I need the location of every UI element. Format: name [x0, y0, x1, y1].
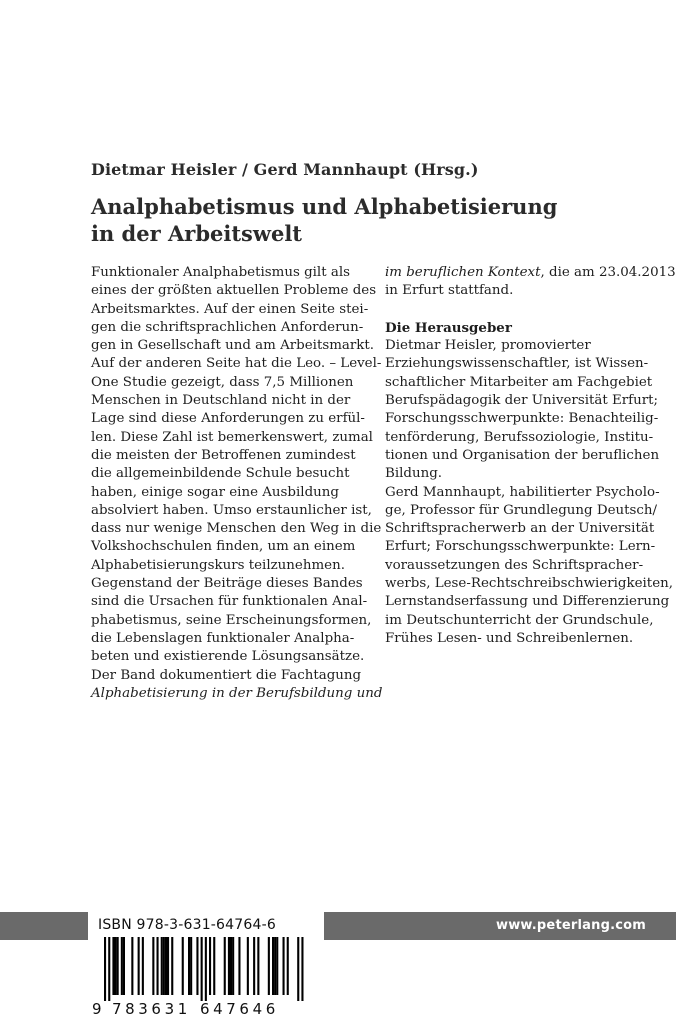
barcode-bar	[247, 937, 249, 995]
barcode-bar	[171, 937, 173, 995]
blurb-line: die Lebenslagen funktionaler Analpha-	[91, 630, 355, 646]
blurb-line: Auf der anderen Seite hat die Leo. – Level-	[91, 356, 382, 372]
barcode-bar	[287, 937, 289, 995]
barcode-bar	[283, 937, 285, 995]
isbn-number: ISBN 978-3-631-64764-6	[98, 917, 276, 933]
blurb-line: die meisten der Betroffenen zumindest	[91, 447, 356, 463]
barcode-bar	[157, 937, 159, 995]
ean-first-digit: 9	[92, 1000, 106, 1018]
barcode-bar	[123, 937, 125, 995]
editor-bio-line: tenförderung, Berufssoziologie, Institu-	[385, 429, 654, 445]
editor-bio-line: Frühes Lesen- und Schreibenlernen.	[385, 630, 634, 646]
barcode-bar	[104, 937, 106, 1001]
blurb-italic-line: Alphabetisierung in der Berufsbildung und	[91, 685, 383, 701]
conference-date: , die am 23.04.2013	[540, 265, 676, 280]
blurb-line: Gegenstand der Beiträge dieses Bandes	[91, 576, 363, 592]
barcode-bar	[257, 937, 259, 995]
barcode-bar	[272, 937, 274, 995]
editor-bio-line: Berufspädagogik der Universität Erfurt;	[385, 393, 659, 409]
editors-heading: Die Herausgeber	[385, 319, 512, 336]
barcode-bar	[297, 937, 299, 1001]
publisher-website: www.peterlang.com	[495, 918, 646, 933]
barcode-bar	[188, 937, 190, 995]
blurb-continuation	[385, 264, 675, 282]
barcode-bar	[163, 937, 165, 995]
blurb-line: Der Band dokumentiert die Fachtagung	[91, 667, 362, 683]
barcode-bar	[182, 937, 184, 995]
blurb-line: Lage sind diese Anforderungen zu erfül-	[91, 411, 365, 427]
blurb-line: gen in Gesellschaft und am Arbeitsmarkt.	[91, 338, 375, 354]
barcode-bar	[224, 937, 226, 995]
barcode-bar	[108, 937, 110, 1001]
barcode-bar	[167, 937, 169, 995]
book-title-line: in der Arbeitswelt	[91, 221, 302, 246]
barcode-bar	[115, 937, 117, 995]
blurb-line: die allgemeinbildende Schule besucht	[91, 466, 350, 482]
conference-title-end: im beruflichen Kontext	[385, 265, 541, 280]
book-authors: Dietmar Heisler / Gerd Mannhaupt (Hrsg.)	[91, 160, 479, 179]
barcode-bar	[138, 937, 140, 995]
editor-bio-line: Forschungsschwerpunkte: Benachteilig-	[385, 411, 659, 427]
book-title	[91, 193, 611, 247]
barcode-bar	[117, 937, 119, 995]
blurb-line: phabetismus, seine Erscheinungsformen,	[91, 612, 372, 628]
barcode-bar	[209, 937, 211, 995]
barcode-bar	[230, 937, 232, 995]
barcode-bar	[301, 937, 303, 1001]
blurb-line: len. Diese Zahl ist bemerkenswert, zumal	[91, 429, 373, 445]
blurb-line: Menschen in Deutschland nicht in der	[91, 393, 351, 409]
editor-bio-line: im Deutschunterricht der Grundschule,	[385, 612, 654, 628]
blurb-line: absolviert haben. Umso erstaunlicher ist,	[91, 502, 372, 518]
blurb-line: Funktionaler Analphabetismus gilt als	[91, 265, 350, 280]
barcode-bar	[190, 937, 192, 995]
editor-bio-line: Erfurt; Forschungsschwerpunkte: Lern-	[385, 539, 656, 555]
blurb-line: sind die Ursachen für funktionalen Anal-	[91, 594, 368, 610]
barcode-bar	[232, 937, 234, 995]
editor-bio-line: Bildung.	[385, 466, 443, 482]
barcode-bar	[253, 937, 255, 995]
blurb-column	[91, 264, 391, 703]
barcode-bar	[121, 937, 123, 995]
barcode-bar	[213, 937, 215, 995]
editor-bio-line: ge, Professor für Grundlegung Deutsch/	[385, 502, 658, 518]
editor-bio-line: Lernstandserfassung und Differenzierung	[385, 594, 670, 610]
editor-bio-line: Dietmar Heisler, promovierter	[385, 338, 591, 354]
blurb-line: Arbeitsmarktes. Auf der einen Seite stei-	[91, 301, 369, 317]
barcode-bar	[165, 937, 167, 995]
blurb-line: dass nur wenige Menschen den Weg in die	[91, 521, 382, 537]
blurb-line: Volkshochschulen finden, um an einem	[91, 539, 356, 555]
editors-column	[385, 264, 675, 648]
barcode-bar	[268, 937, 270, 995]
blurb-line: Alphabetisierungskurs teilzunehmen.	[91, 557, 345, 573]
barcode-bar	[131, 937, 133, 995]
editor-bio-line: schaftlicher Mitarbeiter am Fachgebiet	[385, 374, 653, 390]
ean-right-digits: 647646	[200, 1000, 279, 1018]
conference-place: in Erfurt stattfand.	[385, 283, 514, 299]
ean-left-digits: 783631	[112, 1000, 191, 1018]
book-title-line: Analphabetismus und Alphabetisierung	[91, 194, 558, 219]
barcode-bar	[152, 937, 154, 995]
editor-bio-line: werbs, Lese-Rechtschreibschwierigkeiten,	[385, 576, 673, 592]
blurb-line: gen die schriftsprachlichen Anforderun-	[91, 319, 364, 335]
barcode-bar	[228, 937, 230, 995]
barcode-bar	[161, 937, 163, 995]
editor-bio-line: voraussetzungen des Schriftspracher-	[385, 557, 644, 573]
barcode	[90, 937, 322, 1001]
editor-bio-line: tionen und Organisation der beruflichen	[385, 447, 660, 463]
editor-bio-line: Erziehungswissenschaftler, ist Wissen-	[385, 356, 649, 372]
barcode-bar	[196, 937, 198, 995]
barcode-bar	[276, 937, 278, 995]
barcode-bar	[274, 937, 276, 995]
barcode-bar	[205, 937, 207, 1001]
blurb-line: beten und existierende Lösungsansätze.	[91, 649, 365, 665]
blurb-line: One Studie gezeigt, dass 7,5 Millionen	[91, 374, 354, 390]
blurb-line: eines der größten aktuellen Probleme des	[91, 283, 377, 299]
editor-bio-line: Schriftspracherwerb an der Universität	[385, 521, 655, 537]
barcode-bar	[201, 937, 203, 1001]
blurb-line: haben, einige sogar eine Ausbildung	[91, 484, 339, 500]
barcode-bar	[238, 937, 240, 995]
barcode-bar	[112, 937, 114, 995]
barcode-bar	[142, 937, 144, 995]
editor-bio-line: Gerd Mannhaupt, habilitierter Psycholo-	[385, 484, 660, 500]
